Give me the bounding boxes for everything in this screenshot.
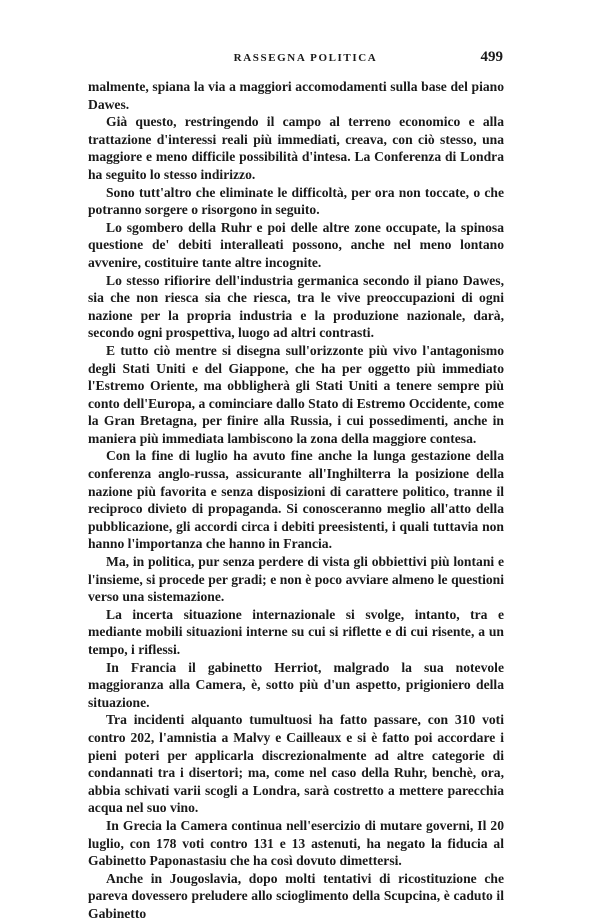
paragraph: Anche in Jougoslavia, dopo molti tentativi di ricostituzione che pareva dovessero preludere allo scioglimento della Scupcina, è caduto il Gabinetto <box>88 870 504 921</box>
page-number: 499 <box>480 49 503 65</box>
running-header <box>0 49 611 71</box>
paragraph: Sono tutt'altro che eliminate le difficoltà, per ora non toccate, o che potranno sorgere o risorgono in seguito. <box>88 184 504 218</box>
paragraph: Ma, in politica, pur senza perdere di vista gli obbiettivi più lontani e l'insieme, si procede per gradi; e non è poco avviare almeno le questioni verso una sistemazione. <box>88 554 504 605</box>
article-body <box>88 78 504 923</box>
journal-section-title: RASSEGNA POLITICA <box>233 52 378 64</box>
paragraph: malmente, spiana la via a maggiori accomodamenti sulla base del piano Dawes. <box>88 79 504 112</box>
paragraph: E tutto ciò mentre si disegna sull'orizzonte più vivo l'antagonismo degli Stati Uniti e del Giappone, che ha per oggetto più immediato l'Estremo Oriente, ma obbligherà gli Stati Uniti a tenere sempre più conto dell'Europa, a cominciare dallo Stato di Estremo Occidente, come la Gran Bretagna, per finire alla Russia, i cui possedimenti, anche in maniera più immediata lambiscono la zona della maggiore contesa. <box>88 342 504 446</box>
paragraph: Tra incidenti alquanto tumultuosi ha fatto passare, con 310 voti contro 202, l'amnistia a Malvy e Cailleaux e si è fatto poi accordare i pieni poteri per applicarla discrezionalmente ad altre categorie di condannati tra i disertori; ma, come nel caso della Ruhr, benchè, ora, abbia schivati varii scogli a Londra, sarà costretto a mettere parecchia acqua nel suo vino. <box>88 712 504 816</box>
paragraph: In Grecia la Camera continua nell'esercizio di mutare governi, Il 20 luglio, con 178 voti contro 131 e 13 astenuti, ha negato la fiducia al Gabinetto Paponastasiu che ha così dovuto dimettersi. <box>88 817 504 869</box>
paragraph: La incerta situazione internazionale si svolge, intanto, tra e mediante mobili situazioni interne su cui si riflette e di cui risente, a un tempo, i riflessi. <box>88 606 504 657</box>
paragraph: Già questo, restringendo il campo al terreno economico e alla trattazione d'interessi reali più immediati, creava, con ciò stesso, una maggiore e meno difficile possibilità d'intesa. La Conferenza di Londra ha seguito lo stesso indirizzo. <box>88 114 504 182</box>
paragraph: In Francia il gabinetto Herriot, malgrado la sua notevole maggioranza alla Camera, è, sotto più d'un aspetto, prigioniero della situazione. <box>88 659 504 710</box>
paragraph: Lo sgombero della Ruhr e poi delle altre zone occupate, la spinosa questione de' debiti interalleati possono, anche nel meno lontano avvenire, costituire tante altre incognite. <box>88 219 504 270</box>
paragraph: Con la fine di luglio ha avuto fine anche la lunga gestazione della conferenza anglo-russa, assicurante all'Inghilterra la posizione della nazione più favorita e senza disposizioni di carattere politico, tranne il reciproco divieto di propaganda. Si conosceranno meglio all'atto della pubblicazione, gli accordi circa i debiti preesistenti, i quali tuttavia non hanno l'importanza che hanno in Francia. <box>88 448 504 552</box>
paragraph: Lo stesso rifiorire dell'industria germanica secondo il piano Dawes, sia che non riesca sia che riesca, tra le vive preoccupazioni di ogni nazione per la propria industria e la produzione nazionale, darà, secondo ogni prospettiva, luogo ad altri contrasti. <box>88 272 504 341</box>
